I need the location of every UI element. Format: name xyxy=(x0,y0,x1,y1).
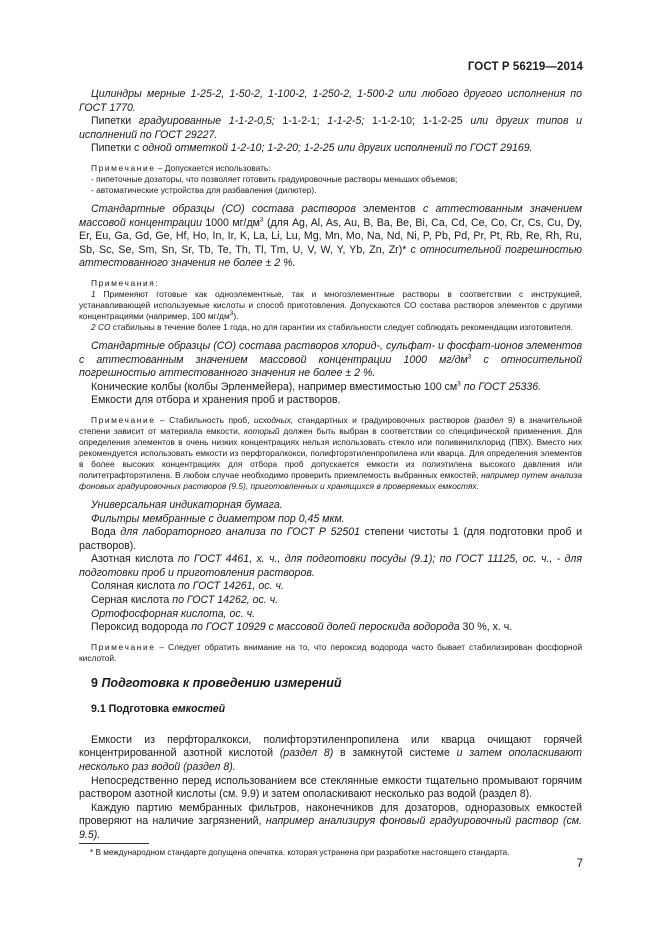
text-italic: Стандартные образцы (СО) состава растворов xyxy=(91,202,356,215)
spacer xyxy=(79,492,582,499)
note-text: ). xyxy=(233,310,239,321)
paragraph-sulfuric-acid xyxy=(79,594,582,608)
text-italic: по ГОСТ 25336. xyxy=(460,380,542,393)
text-italic: по ГОСТ 4461, х. ч., для подготовки посуды (9.1); по ГОСТ 11125, ос. ч., - для подготовки проб и приготовления растворов. xyxy=(79,553,582,579)
note-label: Примечание xyxy=(91,414,156,425)
section-number: 9 xyxy=(91,675,102,690)
section-heading-9 xyxy=(79,675,582,691)
paragraph-anion-standards xyxy=(79,340,582,381)
text-italic: с относительной погрешностью аттестованного значения не более ± 2 %. xyxy=(79,243,582,270)
text-italic: например путем анализа фоновых градуировочных растворов (9.5), приготовленных и хранящихся в проверяемых емкостях. xyxy=(79,469,583,491)
main-content xyxy=(79,88,582,843)
text-run: степени чистоты 1 (для подготовки проб и растворов). xyxy=(79,526,582,552)
note-peroxide xyxy=(79,642,582,664)
text-run: Конические колбы (колбы Эрленмейера), например вместимостью 100 см xyxy=(91,380,458,393)
text-italic: или других типов и исполнений по ГОСТ 29227. xyxy=(79,115,583,141)
paragraph-hydrochloric-acid xyxy=(79,580,582,594)
paragraph-hydrogen-peroxide xyxy=(79,621,582,635)
text-run: Соляная кислота xyxy=(91,580,179,593)
text-run: Каждую партию мембранных фильтров, наконечников для дозаторов, одноразовых емкостей проверяют на наличие загрязнений, xyxy=(79,801,582,828)
note-number: 2 xyxy=(91,321,96,332)
text-run: 30 %, х. ч. xyxy=(459,621,513,634)
text-italic: градуированные 1-1-2-0,5; xyxy=(138,115,275,128)
superscript: 3 xyxy=(457,380,461,388)
subsection-title: емкостей xyxy=(172,702,226,715)
paragraph-standard-samples xyxy=(79,203,582,271)
paragraph-containers xyxy=(79,394,582,408)
text-italic: Ортофосфорная кислота, ос. ч. xyxy=(91,607,256,620)
text-italic: исходных, xyxy=(253,414,294,425)
paragraph-indicator-paper xyxy=(79,499,582,513)
document-number-header: ГОСТ Р 56219—2014 xyxy=(467,61,583,73)
text-italic: Стандартные образцы (СО) состава растворов хлорид-, сульфат- и фосфат-ионов элементов с аттестованным значением массовой концентрации 1000 мг/дм xyxy=(79,339,582,366)
text-run: Емкости для отбора и хранения проб и растворов. xyxy=(91,394,341,407)
note-container-stability xyxy=(79,415,582,492)
section-title: Подготовка к проведению измерений xyxy=(101,675,342,690)
text-italic: который xyxy=(243,425,280,436)
superscript: 3 xyxy=(467,353,472,360)
note-text: стандартных и градуировочных растворов xyxy=(293,414,474,425)
spacer xyxy=(79,664,582,675)
paragraph-water xyxy=(79,526,582,553)
note-text: – Допускается использовать: xyxy=(155,162,271,173)
text-italic: по ГОСТ 10929 с массовой долей пероскида водорода xyxy=(191,621,460,634)
text-run: 1000 мг/дм xyxy=(201,216,260,229)
spacer xyxy=(79,727,582,734)
text-run: (для Ag, Al, As, Au, B, Ba, Be, Bi, Ca, Cd, Ce, Co, Cr, Cs, Cu, Dy, Er, Eu, Ga, Gd, Ge, Hf, Ho, In, Ir, K, La, Li, Lu, Mg, Mn, Mo, Na, Nd, Ni, P, Pb, Pd, Pr, Pt, Rb, Re, Rh, Ru, Sb, Sc, Se, Sm, Sn, Sr, Tb, Te, Th, Tl, Tm, U, V, W, Y, Yb, Zn, Zr)* xyxy=(79,216,583,256)
text-italic: Универсальная индикаторная бумага. xyxy=(91,498,283,511)
text-italic: (раздел 9) xyxy=(473,414,516,425)
text-run: Азотная кислота xyxy=(91,553,178,566)
paragraph-graduated-pipettes xyxy=(79,115,582,142)
text-italic: с аттестованным значением массовой концентрации xyxy=(79,202,582,229)
note-text: Применяют готовые как одноэлементные, так и многоэлементные растворы в соответствии с инструкцией, устанавливающей используемые кислоты и способ приготовления. Допускаются СО состава растворов элементов с другими концентрациями (например, 100 мг/дм xyxy=(79,288,582,321)
note-text: – Стабильность проб, xyxy=(155,414,254,425)
note-text: в значительной степени зависит от материала емкости, xyxy=(79,414,582,436)
text-run: Пипетки xyxy=(91,142,135,155)
note-label: Примечание xyxy=(91,162,156,173)
text-italic: например анализируя фоновый градуировочный раствор (см. 9.5). xyxy=(79,815,582,841)
text-italic: с одной отметкой 1-2-10; 1-2-20; 1-2-25 или других исполнений по ГОСТ 29169. xyxy=(134,142,533,155)
paragraph-glassware-washing xyxy=(79,775,582,802)
superscript: 3 xyxy=(229,310,234,318)
note-list-item: - пипеточные дозаторы, что позволяет готовить градуировочные растворы меньших объемов; xyxy=(91,173,458,184)
paragraph-contamination-check xyxy=(79,802,582,843)
text-italic: Цилиндры мерные 1-25-2, 1-50-2, 1-100-2, 1-250-2, 1-500-2 или любого другого исполнения по ГОСТ 1770. xyxy=(79,88,582,114)
footnote-separator xyxy=(79,843,149,844)
text-run: 1-1-2-1; xyxy=(274,115,328,128)
subsection-heading-9-1 xyxy=(79,702,582,716)
text-italic: по ГОСТ 14261, ос. ч. xyxy=(178,580,284,593)
note-text: должен быть выбран в соответствии со специфической применения. Для определения элементов в очень низких концентрациях нельзя использовать стекло или поливинилхлорид (ПВХ). Вместо них рекомендуется использовать емкости из перфторалкокси, полифторэтиленпропилена или кварца. Для определения элементов в более высоких концентрациях для отбора проб допускается емкости из полиэтилена высокого давления или политетрафторэтилена. В любом случае необходимо проверить приемлемость выбранных емкостей, xyxy=(79,425,582,480)
paragraph-cylinders xyxy=(79,88,582,115)
spacer xyxy=(79,156,582,163)
text-italic: и затем ополаскивают несколько раз водой (раздел 8). xyxy=(79,747,582,774)
page-number: 7 xyxy=(576,858,583,870)
text-italic: с относительной погрешностью аттестованного значения не более ± 2 %. xyxy=(79,353,582,380)
text-italic: по ГОСТ 14262, ос. ч. xyxy=(172,594,279,607)
paragraph-container-cleaning xyxy=(79,734,582,775)
spacer xyxy=(79,408,582,415)
subsection-number: 9.1 Подготовка xyxy=(91,702,172,715)
text-italic: 1-1-2-5; xyxy=(327,115,365,128)
note-text: – Следует обратить внимание на то, что пероксид водорода часто бывает стабилизирован фосфорной кислотой. xyxy=(79,641,582,663)
text-run: Пипетки xyxy=(91,115,139,128)
text-run: Вода xyxy=(91,526,121,539)
spacer xyxy=(79,716,582,727)
spacer xyxy=(79,333,582,340)
text-italic: Фильтры мембранные с диаметром пор 0,45 мкм. xyxy=(91,512,345,525)
text-run: Емкости из перфторалкокси, полифторэтиленпропилена или кварца очищают горячей концентрированной азотной кислотой xyxy=(79,733,582,760)
paragraph-phosphoric-acid xyxy=(79,608,582,622)
spacer xyxy=(79,196,582,203)
spacer xyxy=(79,635,582,642)
spacer xyxy=(79,271,582,278)
superscript: 3 xyxy=(259,216,264,224)
text-run: 1-1-2-10; 1-1-2-25 xyxy=(364,115,471,128)
note-list-item: - автоматические устройства для разбавления (дилютер). xyxy=(91,184,317,195)
text-run: элементов xyxy=(355,202,423,215)
text-run: Серная кислота xyxy=(91,594,173,607)
paragraph-nitric-acid xyxy=(79,553,582,580)
note-number: 1 xyxy=(91,288,96,299)
note-label: Примечания: xyxy=(91,277,160,288)
note-dispensers xyxy=(79,163,582,196)
text-italic: СО xyxy=(95,321,111,332)
text-italic: (раздел 8) xyxy=(279,747,334,760)
text-run: в замкнутой системе xyxy=(333,747,457,760)
footnote: * В международном стандарте допущена опечатка. которая устранена при разработке настоящего стандарта. xyxy=(90,848,510,857)
text-run: Непосредственно перед использованием все стеклянные емкости тщательно промывают горячим раствором азотной кислоты (см. 9.9) и затем ополаскивают несколько раз водой (раздел 8). xyxy=(79,774,582,801)
spacer xyxy=(79,691,582,702)
text-italic: для лабораторного анализа по ГОСТ Р 52501 xyxy=(120,526,361,539)
paragraph-flasks xyxy=(79,381,582,395)
note-label: Примечание xyxy=(91,641,156,652)
note-text: стабильны в течение более 1 года, но для гарантии их стабильности следует соблюдать рекомендации изготовителя. xyxy=(110,321,574,332)
paragraph-membrane-filters xyxy=(79,513,582,527)
text-run: Пероксид водорода xyxy=(91,621,192,634)
notes-standard-solutions xyxy=(79,278,582,333)
paragraph-single-mark-pipettes xyxy=(79,142,582,156)
